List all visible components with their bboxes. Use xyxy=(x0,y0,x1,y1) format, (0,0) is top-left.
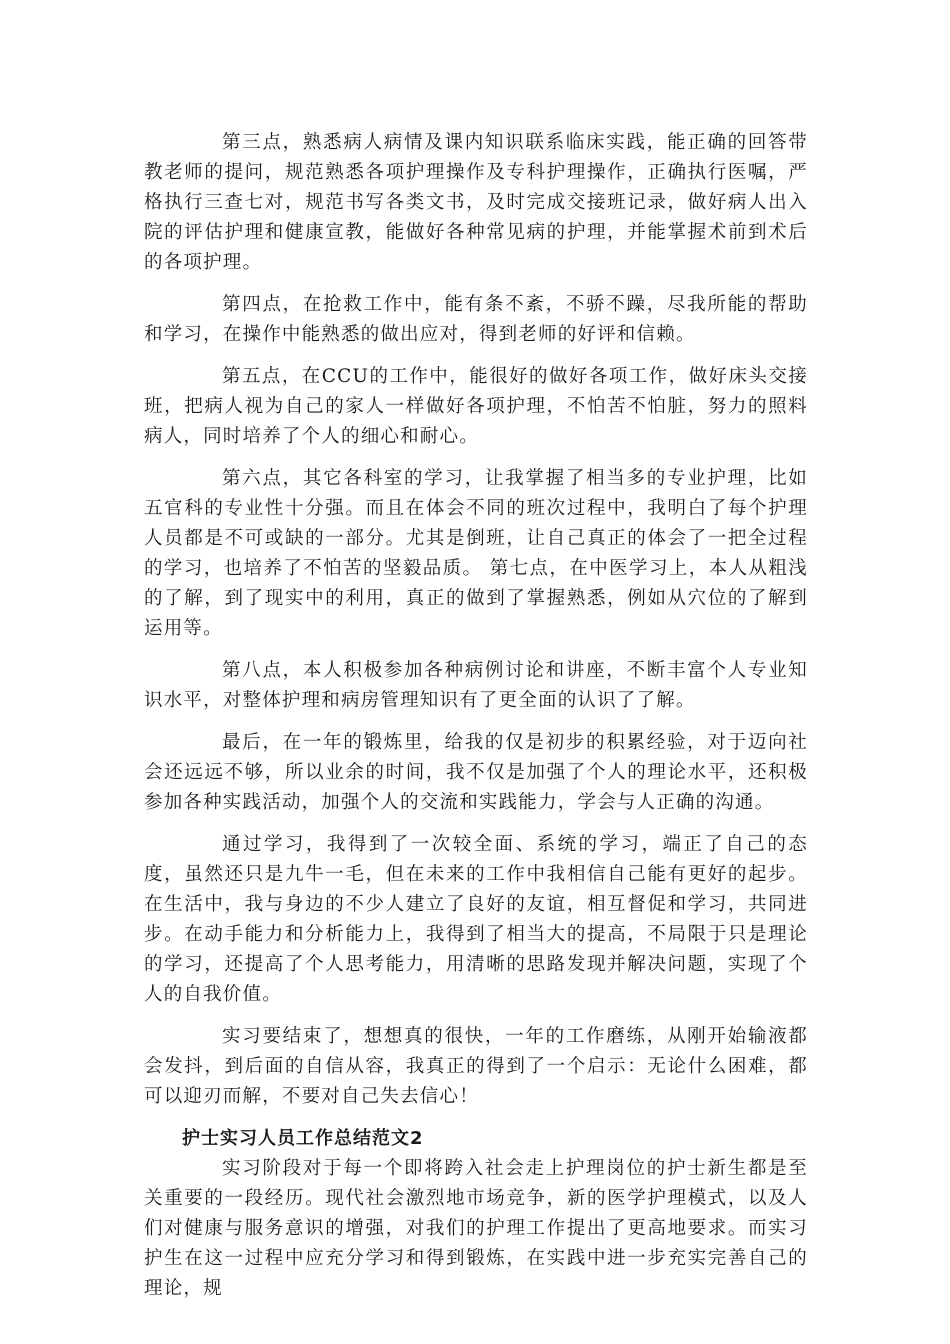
paragraph-point-eight: 第八点，本人积极参加各种病例讨论和讲座，不断丰富个人专业知识水平，对整体护理和病房管理知识有了更全面的认识了了解。 xyxy=(144,660,808,711)
document-body xyxy=(144,128,808,1316)
paragraph-internship-ending: 实习要结束了，想想真的很快，一年的工作磨练，从刚开始输液都会发抖，到后面的自信从容，我真正的得到了一个启示：无论什么困难，都可以迎刃而解，不要对自己失去信心！ xyxy=(144,1026,808,1107)
section-heading: 护士实习人员工作总结范文2 xyxy=(182,1128,424,1149)
paragraph-point-three: 第三点，熟悉病人病情及课内知识联系临床实践，能正确的回答带教老师的提问，规范熟悉各项护理操作及专科护理操作，正确执行医嘱，严格执行三查七对，规范书写各类文书，及时完成交接班记录，做好病人出入院的评估护理和健康宣教，能做好各种常见病的护理，并能掌握术前到术后的各项护理。 xyxy=(144,132,808,273)
paragraph-point-four: 第四点，在抢救工作中，能有条不紊，不骄不躁，尽我所能的帮助和学习，在操作中能熟悉的做出应对，得到老师的好评和信赖。 xyxy=(144,294,808,345)
paragraph-finally: 最后，在一年的锻炼里，给我的仅是初步的积累经验，对于迈向社会还远远不够，所以业余的时间，我不仅是加强了个人的理论水平，还积极参加各种实践活动，加强个人的交流和实践能力，学会与人正确的沟通。 xyxy=(144,732,808,813)
paragraph-through-learning: 通过学习，我得到了一次较全面、系统的学习，端正了自己的态度，虽然还只是九牛一毛，但在未来的工作中我相信自己能有更好的起步。在生活中，我与身边的不少人建立了良好的友谊，相互督促和学习，共同进步。在动手能力和分析能力上，我得到了相当大的提高，不局限于只是理论的学习，还提高了个人思考能力，用清晰的思路发现并解决问题，实现了个人的自我价值。 xyxy=(144,834,808,1005)
paragraph-point-six-seven: 第六点，其它各科室的学习，让我掌握了相当多的专业护理，比如五官科的专业性十分强。而且在体会不同的班次过程中，我明白了每个护理人员都是不可或缺的一部分。尤其是倒班，让自己真正的体会了一把全过程的学习，也培养了不怕苦的坚毅品质。 第七点，在中医学习上，本人从粗浅的了解，到了现实中的利用，真正的做到了掌握熟悉，例如从穴位的了解到运用等。 xyxy=(144,468,808,639)
section-intro-paragraph: 实习阶段对于每一个即将跨入社会走上护理岗位的护士新生都是至关重要的一段经历。现代社会激烈地市场竞争，新的医学护理模式，以及人们对健康与服务意识的增强，对我们的护理工作提出了更高地要求。而实习护生在这一过程中应充分学习和得到锻炼，在实践中进一步充实完善自己的理论，规 xyxy=(144,1158,808,1299)
paragraph-point-five: 第五点，在CCU的工作中，能很好的做好各项工作，做好床头交接班，把病人视为自己的家人一样做好各项护理，不怕苦不怕脏，努力的照料病人，同时培养了个人的细心和耐心。 xyxy=(144,366,808,447)
